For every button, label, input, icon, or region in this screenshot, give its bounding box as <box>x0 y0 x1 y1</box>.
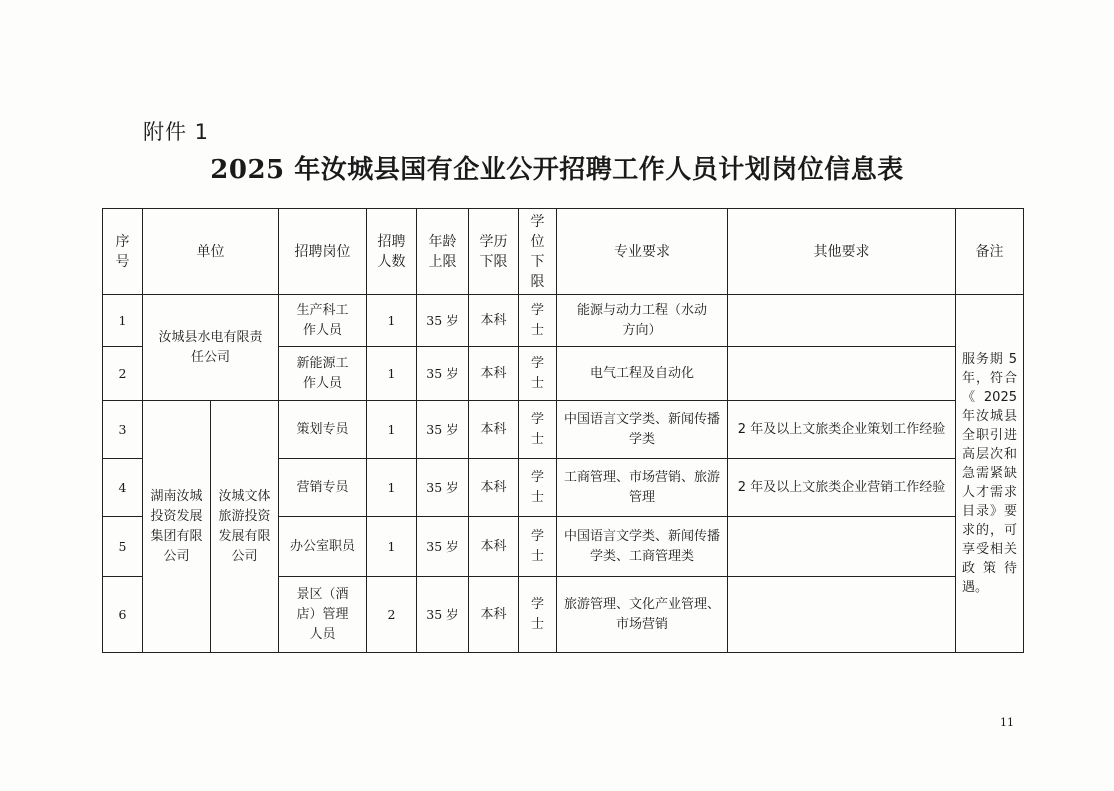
document-title: 2025 年汝城县国有企业公开招聘工作人员计划岗位信息表 <box>210 155 904 185</box>
row-position: 生产科工作人员 <box>279 295 367 347</box>
header-remark: 备注 <box>956 209 1024 295</box>
row-count: 1 <box>367 459 417 517</box>
row-seq: 2 <box>103 347 143 401</box>
row-count: 1 <box>367 295 417 347</box>
header-age: 年龄上限 <box>417 209 469 295</box>
row-age: 35 岁 <box>417 459 469 517</box>
unit-parent-group: 湖南汝城投资发展集团有限公司 <box>143 401 211 653</box>
header-seq: 序号 <box>103 209 143 295</box>
row-count: 1 <box>367 347 417 401</box>
row-seq: 4 <box>103 459 143 517</box>
row-major: 电气工程及自动化 <box>557 347 728 401</box>
row-position: 营销专员 <box>279 459 367 517</box>
recruitment-table <box>102 208 1024 653</box>
page-number: 11 <box>1000 716 1014 729</box>
row-age: 35 岁 <box>417 347 469 401</box>
header-degree: 学位下限 <box>519 209 557 295</box>
row-seq: 6 <box>103 577 143 653</box>
attachment-label: 附件 1 <box>143 120 210 144</box>
row-position: 景区（酒店）管理人员 <box>279 577 367 653</box>
row-degree: 学士 <box>519 401 557 459</box>
row-age: 35 岁 <box>417 401 469 459</box>
row-seq: 1 <box>103 295 143 347</box>
row-degree: 学士 <box>519 577 557 653</box>
row-education: 本科 <box>469 401 519 459</box>
row-major: 中国语言文学类、新闻传播学类 <box>557 401 728 459</box>
row-education: 本科 <box>469 347 519 401</box>
row-count: 1 <box>367 401 417 459</box>
row-other <box>728 577 956 653</box>
row-position: 新能源工作人员 <box>279 347 367 401</box>
header-major: 专业要求 <box>557 209 728 295</box>
row-position: 办公室职员 <box>279 517 367 577</box>
row-education: 本科 <box>469 577 519 653</box>
row-seq: 5 <box>103 517 143 577</box>
table-row <box>103 401 1024 459</box>
row-position: 策划专员 <box>279 401 367 459</box>
row-education: 本科 <box>469 295 519 347</box>
row-other <box>728 295 956 347</box>
row-other <box>728 517 956 577</box>
header-position: 招聘岗位 <box>279 209 367 295</box>
row-education: 本科 <box>469 517 519 577</box>
row-major: 旅游管理、文化产业管理、市场营销 <box>557 577 728 653</box>
header-education: 学历下限 <box>469 209 519 295</box>
row-other: 2 年及以上文旅类企业营销工作经验 <box>728 459 956 517</box>
unit-culture-tourism: 汝城文体旅游投资发展有限公司 <box>211 401 279 653</box>
table-header-row <box>103 209 1024 295</box>
header-count: 招聘人数 <box>367 209 417 295</box>
header-unit: 单位 <box>143 209 279 295</box>
table-row <box>103 295 1024 347</box>
remark-cell: 服务期 5 年，符合《2025 年汝城县全职引进高层次和急需紧缺人才需求目录》要求的，可享受相关政策待遇。 <box>956 295 1024 653</box>
row-degree: 学士 <box>519 347 557 401</box>
row-seq: 3 <box>103 401 143 459</box>
unit-hydropower: 汝城县水电有限责任公司 <box>143 295 279 401</box>
row-other <box>728 347 956 401</box>
row-major: 能源与动力工程（水动方向） <box>557 295 728 347</box>
row-count: 1 <box>367 517 417 577</box>
header-other: 其他要求 <box>728 209 956 295</box>
row-degree: 学士 <box>519 459 557 517</box>
row-age: 35 岁 <box>417 577 469 653</box>
row-count: 2 <box>367 577 417 653</box>
row-major: 工商管理、市场营销、旅游管理 <box>557 459 728 517</box>
row-education: 本科 <box>469 459 519 517</box>
row-major: 中国语言文学类、新闻传播学类、工商管理类 <box>557 517 728 577</box>
row-degree: 学士 <box>519 517 557 577</box>
row-degree: 学士 <box>519 295 557 347</box>
row-other: 2 年及以上文旅类企业策划工作经验 <box>728 401 956 459</box>
row-age: 35 岁 <box>417 295 469 347</box>
row-age: 35 岁 <box>417 517 469 577</box>
